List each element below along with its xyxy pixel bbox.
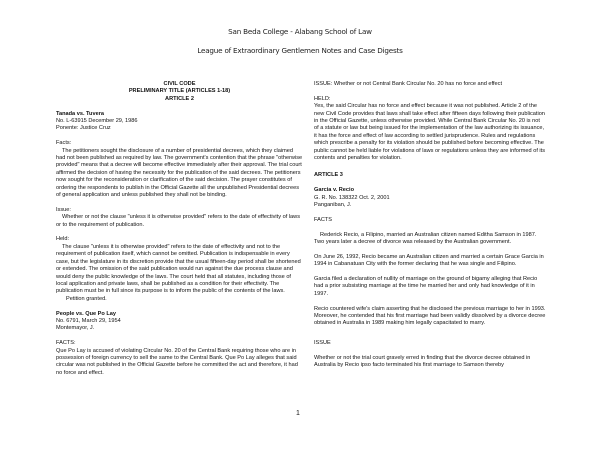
page-number: 1 [296, 410, 300, 417]
issue-text: ISSUE: Whether or not Central Bank Circular No. 20 has no force and effect [314, 81, 503, 87]
case-ponente: Ponente: Justice Cruz [56, 125, 111, 132]
facts-paragraph: On June 26, 1992, Recio became an Australian citizen and married a certain Grace Garcia in 1994 in Cabanatuan City with the former declaring that he was single and Filipino. [314, 253, 544, 268]
case-number: No. 6791, March 29, 1954 [56, 317, 121, 324]
held-text: Yes, the said Circular has no force and effect because it was not published. Article 2 of the new Civil Code provides that laws shall take effect after fifteen days following their publication in the Official Gazette, unless otherwise provided. While Central Bank Circular No. 20 is not of a statute or law but being issued for the implementation of the law authorizing its issuance, it has the force and effect of law according to settled jurisprudence. Rules and regulations which prescribe a penalty for its violation should be published before becoming effective. The public cannot be held liable for violations of laws or regulations unless they are informed of its contents and penalties for violation. [314, 103, 546, 162]
facts-paragraph: Rederick Recio, a Filipino, married an Australian citizen named Editha Samson in 1987. Two years later a decree of divorce was released by the Australian government. [314, 231, 537, 246]
facts-paragraph: Recio countered wife's claim asserting that he disclosed the previous marriage to her in 1993. Moreover, he contended that his first marriage had been validly dissolved by a divorce decree obtained in Australia in 1989 making him legally capacitated to marry. [314, 305, 546, 327]
right-column [314, 81, 546, 377]
issue-text: Whether or not the clause "unless it is otherwise provided" refers to the date of effectivity of laws or to the requirement of publication. [56, 214, 300, 228]
case-title: Tanada vs. Tuvera [56, 110, 104, 117]
facts-text: Que Po Lay is accused of violating Circular No. 20 of the Central Bank requiring those who are in possession of foreign currency to sell the same to the Central Bank. Que Po Lay alleges that said circular was not published in the Official Gazette before he committed the act and therefore, it had no force and effect. [56, 347, 298, 376]
case-ponente: Montemayor, J. [56, 325, 95, 332]
header-school: San Beda College - Alabang School of Law [228, 27, 372, 36]
facts-text: The petitioners sought the disclosure of a number of presidential decrees, which they claimed had not been published as required by law. The government's contention that the phrase "otherwise provided" means that a decree will become effective immediately after their approval. The trial court affirmed the decision of having the necessity for the publication of the said decrees. The petitioners now sought for the reconsideration or clarification of the said decision. The prayer constitutes of ordering the respondents to publish in the Official Gazette all the unpublished Presidential decrees of general application and unless published they shall not be binding. [56, 147, 303, 199]
heading-article-2: ARTICLE 2 [165, 95, 194, 102]
header-title: League of Extraordinary Gentlemen Notes and Case Digests [197, 46, 403, 55]
case-title: Garcia v. Recio [314, 187, 355, 194]
facts-label: FACTS: [56, 340, 76, 347]
case-number: G. R. No. 138322 Oct. 2, 2001 [314, 194, 390, 201]
issue-text: Whether or not the trial court gravely erred in finding that the divorce decree obtained in Australia by Recio ipso facto terminated his first marriage to Samson thereby [314, 354, 531, 369]
facts-label: FACTS [314, 216, 333, 223]
heading-preliminary-title: PRELIMINARY TITLE (ARTICLES 1-18) [128, 88, 231, 95]
issue-label: ISSUE [314, 339, 331, 346]
held-label: Held: [56, 236, 70, 243]
held-label: HELD: [314, 95, 331, 102]
facts-paragraph: Garcia filed a declaration of nullity of marriage on the ground of bigamy alleging that Recio had a prior subsisting marriage at the time he married her and only had knowledge of it in 1997. [314, 276, 538, 297]
held-text: The clause "unless it is otherwise provided" refers to the date of effectivity and not to the requirement of publication itself, which cannot be omitted. Publication is indispensable in every case, but the legislature in its discretion provide that the usual fifteen-day period shall be shortened or extended. The omission of the said publication would run against the due process clause and would deny the public knowledge of the laws. The court held that all statutes, including those of local application and private laws, shall be published as a condition for their effectivity. The publication must be in full since its purpose is to inform the public of the contents of the laws. [56, 243, 301, 295]
case-number: No. L-63915 December 29, 1986 [56, 118, 138, 125]
issue-label: Issue: [56, 206, 71, 213]
case-title: People vs. Que Po Lay [56, 310, 116, 317]
facts-label: Facts: [56, 140, 72, 147]
disposition: Petition granted. [66, 295, 107, 302]
heading-article-3: ARTICLE 3 [314, 172, 343, 179]
left-column [56, 81, 303, 385]
case-ponente: Panganiban, J. [314, 202, 352, 209]
heading-civil-code: CIVIL CODE [163, 81, 196, 87]
